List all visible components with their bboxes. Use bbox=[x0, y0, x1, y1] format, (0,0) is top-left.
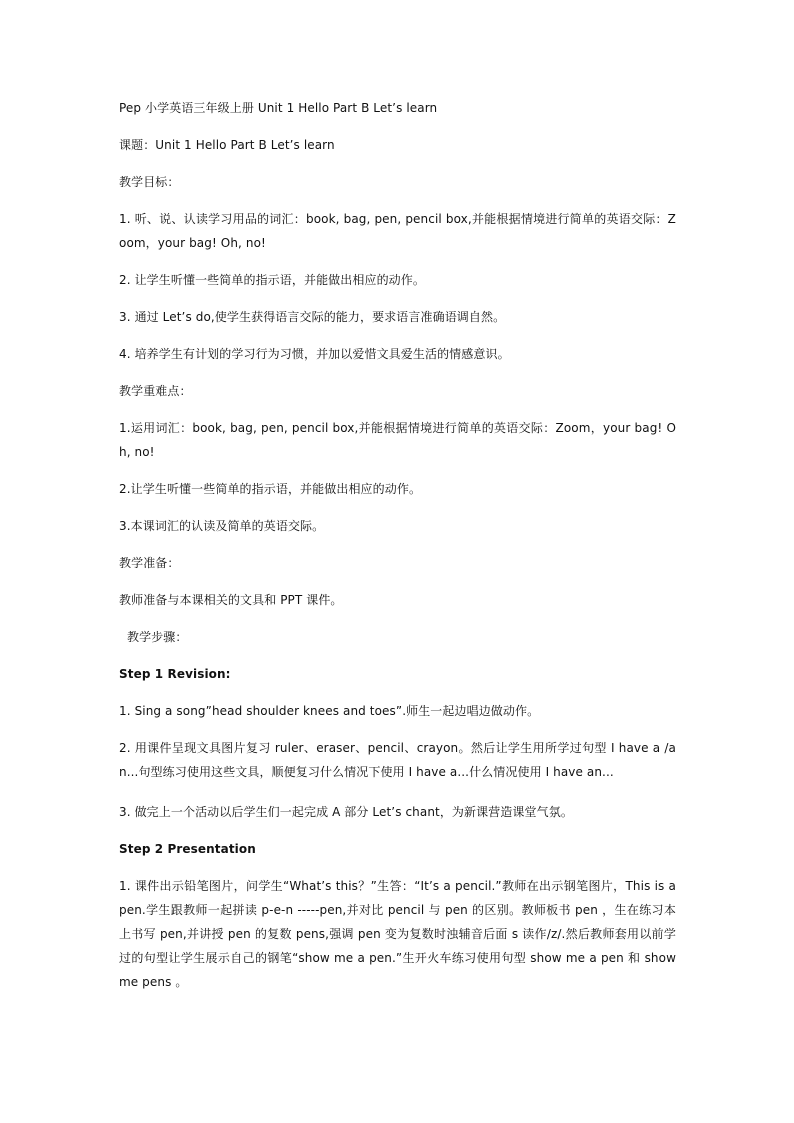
step1-item: 1. Sing a song”head shoulder knees and toes”.师生一起边唱边做动作。 bbox=[119, 704, 540, 718]
doc-title: Pep 小学英语三年级上册 Unit 1 Hello Part B Let’s learn bbox=[119, 101, 438, 115]
prep-text: 教师准备与本课相关的文具和 PPT 课件。 bbox=[119, 593, 343, 607]
goal-item: 2. 让学生听懂一些简单的指示语，并能做出相应的动作。 bbox=[119, 273, 425, 287]
goal-item: 3. 通过 Let’s do,使学生获得语言交际的能力，要求语言准确语调自然。 bbox=[119, 310, 506, 324]
step2-heading: Step 2 Presentation bbox=[119, 842, 256, 856]
key-point-item: 3.本课词汇的认读及简单的英语交际。 bbox=[119, 519, 325, 533]
document-page bbox=[119, 96, 676, 1007]
step2-item: 1. 课件出示铅笔图片，问学生“What’s this？”生答：“It’s a pencil.”教师在出示钢笔图片，This is a pen.学生跟教师一起拼读 p-e-n -----pen,并对比 pencil 与 pen 的区别。教师板书 pen ，生在练习本上书写 pen,并讲授 pen 的复数 pens,强调 pen 变为复数时浊辅音后面 s 读作/z/.然后教师套用以前学过的句型让学生展示自己的钢笔“show me a pen.”生开火车练习使用句型 show me a pen 和 show me pens 。 bbox=[119, 879, 676, 989]
step1-item: 3. 做完上一个活动以后学生们一起完成 A 部分 Let’s chant，为新课营造课堂气氛。 bbox=[119, 805, 573, 819]
step1-item: 2. 用课件呈现文具图片复习 ruler、eraser、pencil、crayon。然后让学生用所学过句型 I have a /an...句型练习使用这些文具，顺便复习什么情况下使用 I have a...什么情况使用 I have an... bbox=[119, 741, 676, 779]
step1-heading: Step 1 Revision: bbox=[119, 667, 231, 681]
goals-heading: 教学目标： bbox=[119, 175, 180, 189]
key-points-heading: 教学重难点： bbox=[119, 384, 192, 398]
key-point-item: 1.运用词汇：book, bag, pen, pencil box,并能根据情境进行简单的英语交际：Zoom，your bag! Oh, no! bbox=[119, 421, 676, 459]
goal-item: 4. 培养学生有计划的学习行为习惯，并加以爱惜文具爱生活的情感意识。 bbox=[119, 347, 510, 361]
steps-heading: 教学步骤： bbox=[127, 630, 188, 644]
key-point-item: 2.让学生听懂一些简单的指示语，并能做出相应的动作。 bbox=[119, 482, 422, 496]
prep-heading: 教学准备： bbox=[119, 556, 180, 570]
goal-item: 1. 听、说、认读学习用品的词汇：book, bag, pen, pencil box,并能根据情境进行简单的英语交际：Zoom，your bag! Oh, no! bbox=[119, 212, 676, 250]
lesson-topic: 课题：Unit 1 Hello Part B Let’s learn bbox=[119, 138, 335, 152]
